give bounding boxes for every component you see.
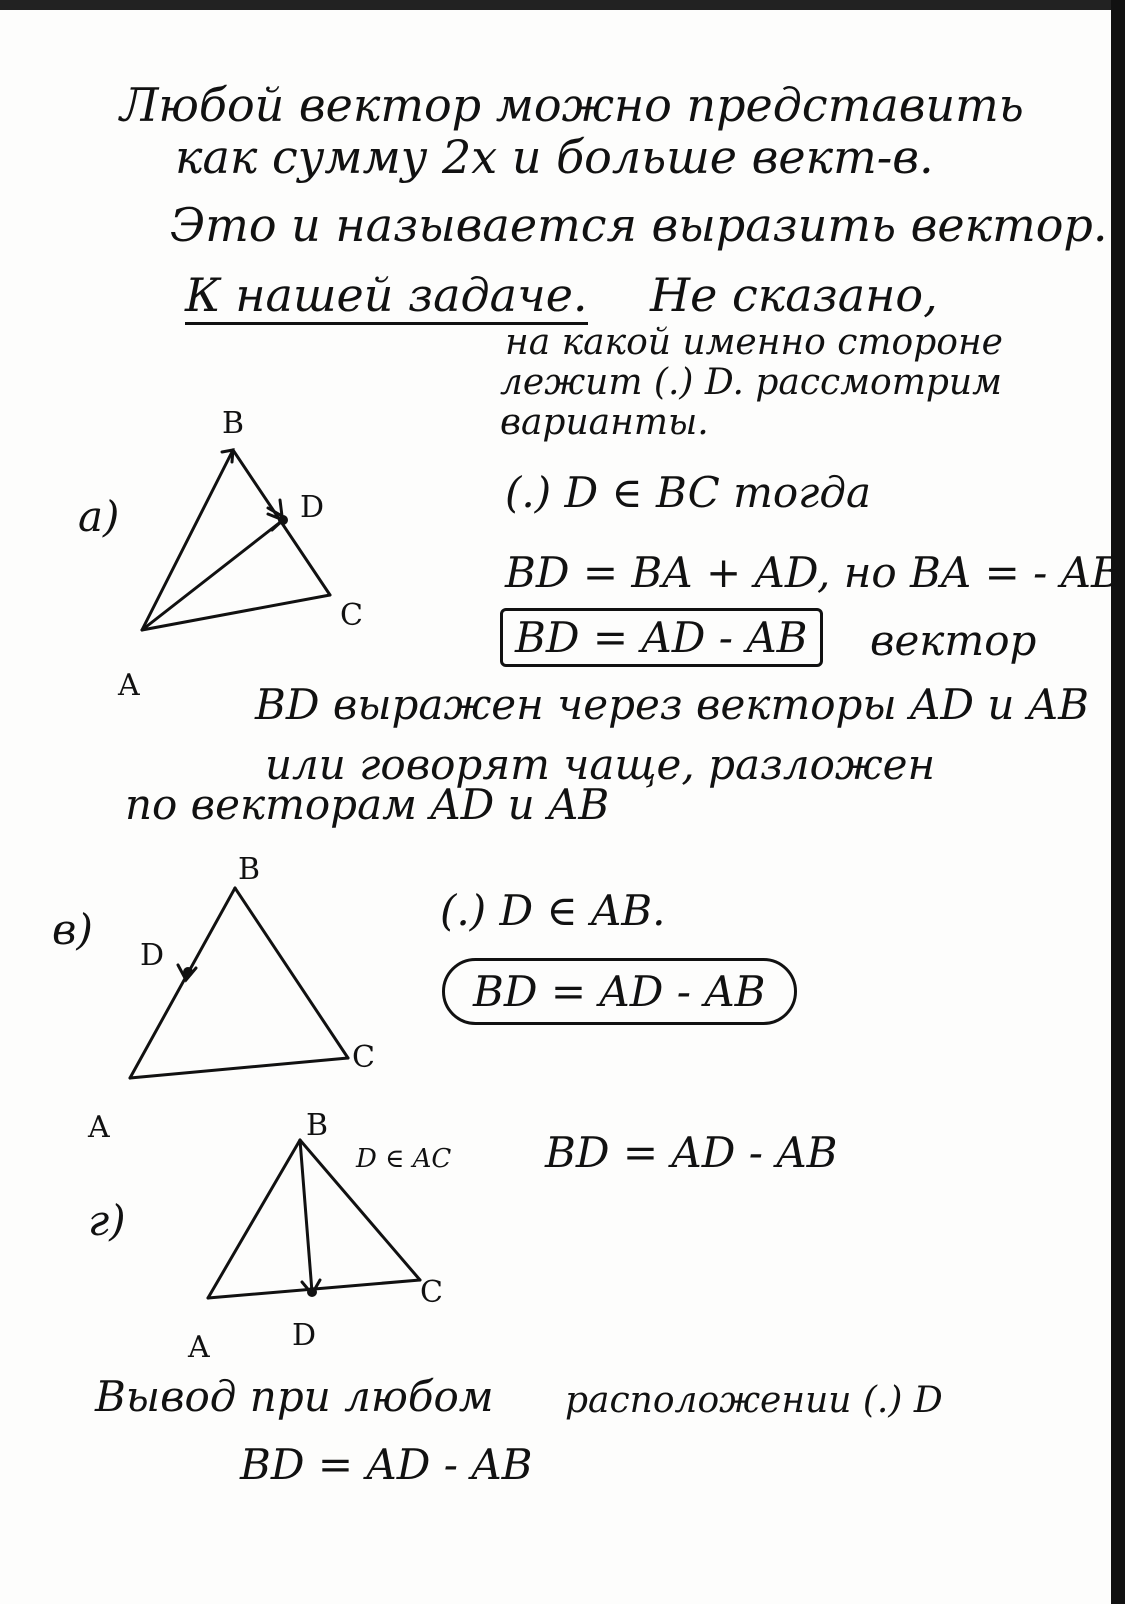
task-line-4: варианты. <box>500 402 709 443</box>
case-b-condition: (.) D ∈ AB. <box>440 886 666 935</box>
case-c-point-b: B <box>306 1108 329 1143</box>
scan-edge-top <box>0 0 1125 10</box>
case-b-label: в) <box>52 905 93 954</box>
point-d-dot <box>307 1287 317 1297</box>
case-c-point-c: C <box>420 1275 443 1310</box>
case-c-point-d: D <box>292 1318 317 1353</box>
case-a-eq-1: BD = BA + AD, но BA = - AB <box>505 548 1122 597</box>
case-b-point-b: B <box>238 852 261 887</box>
side-bc <box>235 888 348 1058</box>
side-ab <box>208 1140 300 1298</box>
case-a-explanation-2: или говорят чаще, разложен <box>265 740 936 789</box>
scan-edge-right <box>1111 0 1125 1604</box>
task-line-1: Не сказано, <box>650 268 938 322</box>
case-a-explanation-1: BD выражен через векторы AD и AB <box>255 680 1089 729</box>
case-a-triangle <box>100 400 400 700</box>
intro-line-2: как сумму 2х и больше вект-в. <box>175 130 934 184</box>
side-ab <box>142 450 233 630</box>
point-d-dot <box>183 967 193 977</box>
vector-ad <box>142 520 283 630</box>
task-heading: К нашей задаче. <box>185 268 588 325</box>
case-c-equation: BD = AD - AB <box>545 1128 838 1177</box>
case-b-point-d: D <box>140 938 165 973</box>
vector-bd <box>300 1140 312 1292</box>
task-line-2: на какой именно стороне <box>505 322 1003 363</box>
case-a-label: а) <box>78 492 120 541</box>
case-a-point-c: C <box>340 598 363 633</box>
side-ac <box>142 595 330 630</box>
conclusion-line-1a: Вывод при любом <box>95 1372 494 1421</box>
case-a-after-box: вектор <box>870 616 1037 665</box>
case-a-boxed-equation: BD = AD - AB <box>500 608 823 667</box>
intro-line-3: Это и называется выразить вектор. <box>170 198 1108 252</box>
intro-line-1: Любой вектор можно представить <box>120 78 1024 132</box>
case-a-point-b: B <box>222 406 245 441</box>
case-b-point-a: A <box>88 1110 110 1145</box>
side-ab <box>130 888 235 1078</box>
point-d-dot <box>278 515 288 525</box>
case-a-explanation-3: по векторам AD и AB <box>125 780 610 829</box>
case-b-point-c: C <box>352 1040 375 1075</box>
conclusion-equation: BD = AD - AB <box>240 1440 533 1489</box>
task-line-3: лежит (.) D. рассмотрим <box>500 362 1002 403</box>
case-a-point-a: A <box>118 668 140 703</box>
side-ac <box>130 1058 348 1078</box>
case-a-condition: (.) D ∈ BC тогда <box>505 468 872 517</box>
case-c-condition: D ∈ AC <box>356 1144 452 1174</box>
conclusion-line-1b: расположении (.) D <box>565 1380 943 1421</box>
case-b-oval-equation: BD = AD - AB <box>442 958 797 1025</box>
case-c-point-a: A <box>188 1330 210 1365</box>
case-a-point-d: D <box>300 490 325 525</box>
case-c-label: г) <box>88 1196 126 1245</box>
